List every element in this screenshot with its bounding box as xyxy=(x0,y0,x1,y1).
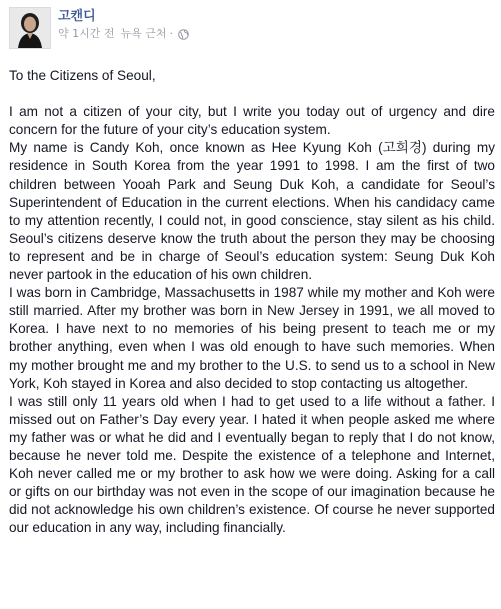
post-subline xyxy=(58,26,189,42)
post-header xyxy=(9,7,189,51)
post-location[interactable]: 뉴욕 근처 xyxy=(120,27,167,40)
globe-icon[interactable] xyxy=(178,29,189,40)
profile-photo-icon xyxy=(10,8,50,48)
post-timestamp[interactable]: 약 1시간 전 xyxy=(58,27,115,40)
post-paragraph-4: I was still only 11 years old when I had to get used to a life without a father. I missed out on Father’s Day every year. I hated it when people asked me where my father was or what he did and I eventually began to reply that I do not know, because he never told me. Despite the existence of a telephone and Internet, Koh never called me or my brother to ask how we were doing. Asking for a call or gifts on our birthday was not even in the scope of our imagination because he did not acknowledge his own children’s existence. Of course he never supported our education in any way, including financially. xyxy=(9,393,499,536)
post-body xyxy=(9,67,499,537)
avatar[interactable] xyxy=(9,7,51,49)
post-paragraph-1: I am not a citizen of your city, but I write you today out of urgency and dire concern for the future of your city’s education system. xyxy=(9,104,499,138)
post-paragraph-2: My name is Candy Koh, once known as Hee Kyung Koh (고희경) during my residence in South Korea from the year 1991 to 1998. I am the first of two children between Yooah Park and Seung Duk Koh, a candidate for Seoul’s Superintendent of Education in the current elections. When his candidacy came to my attention recently, I could not, in good conscience, stay silent as his child. Seoul’s citizens deserve know the truth about the person they may be choosing to represent and be in charge of Seoul’s education system: Seung Duk Koh never partook in the education of his own children. xyxy=(9,140,499,283)
post-greeting: To the Citizens of Seoul, xyxy=(9,68,156,83)
author-name[interactable]: 고캔디 xyxy=(58,9,96,24)
post-meta xyxy=(58,7,189,42)
separator: · xyxy=(169,27,174,40)
post-paragraph-3: I was born in Cambridge, Massachusetts in 1987 while my mother and Koh were still married. After my brother was born in New Jersey in 1991, we all moved to Korea. I have next to no memories of his being present to teach me or my brother anything, even when I was old enough to have such memories. When my mother brought me and my brother to the U.S. to send us to a school in New York, Koh stayed in Korea and also decided to stop contacting us altogether. xyxy=(9,285,499,391)
paragraph-gap xyxy=(9,85,495,103)
